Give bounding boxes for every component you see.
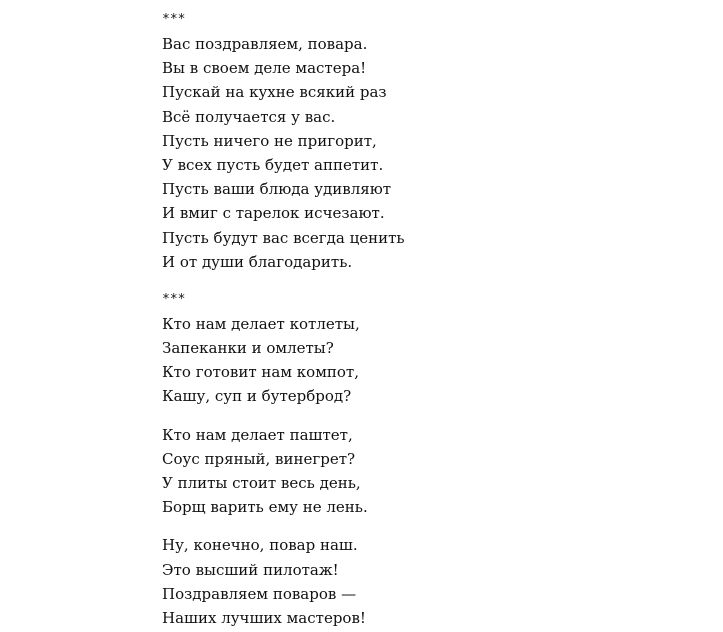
poem-line: Кто нам делает котлеты,: [162, 314, 360, 333]
poem-line: И от души благодарить.: [162, 252, 353, 271]
poem-separator: ***: [162, 291, 186, 307]
poem-line: Пусть ничего не пригорит,: [162, 131, 377, 150]
poem-line: У всех пусть будет аппетит.: [162, 155, 384, 174]
spacer: [162, 409, 682, 423]
stanza: [162, 312, 682, 409]
spacer: [162, 519, 682, 533]
poem-line: И вмиг с тарелок исчезают.: [162, 204, 385, 223]
poem-line: Наших лучших мастеров!: [162, 608, 366, 627]
poem-separator: ***: [162, 12, 186, 27]
poem-line: Запеканки и омлеты?: [162, 339, 334, 358]
poem-line: Ну, конечно, повар наш.: [162, 536, 358, 555]
poem-line: Кто готовит нам компот,: [162, 363, 359, 382]
spacer: [162, 274, 682, 288]
poem-line: Поздравляем поваров —: [162, 584, 357, 603]
poem-line: У плиты стоит весь день,: [162, 474, 361, 492]
stanza: [162, 32, 682, 274]
poem-line: Вас поздравляем, повара.: [162, 35, 368, 53]
poem-line: Кто нам делает паштет,: [162, 425, 353, 444]
poem-line: Пусть будут вас всегда ценить: [162, 228, 405, 247]
poem-line: Кашу, суп и бутерброд?: [162, 387, 352, 406]
poem-line: Это высший пилотаж!: [162, 560, 339, 579]
stanza: [162, 533, 682, 630]
poem-line: Борщ варить ему не лень.: [162, 498, 368, 517]
stanza: [162, 423, 682, 520]
poem-line: Всё получается у вас.: [162, 107, 336, 126]
poem-line: Соус пряный, винегрет?: [162, 449, 356, 468]
poem-line: Пускай на кухне всякий раз: [162, 83, 387, 102]
poem-line: Вы в своем деле мастера!: [162, 59, 367, 78]
poem-document: [162, 8, 682, 630]
poem-line: Пусть ваши блюда удивляют: [162, 180, 392, 199]
